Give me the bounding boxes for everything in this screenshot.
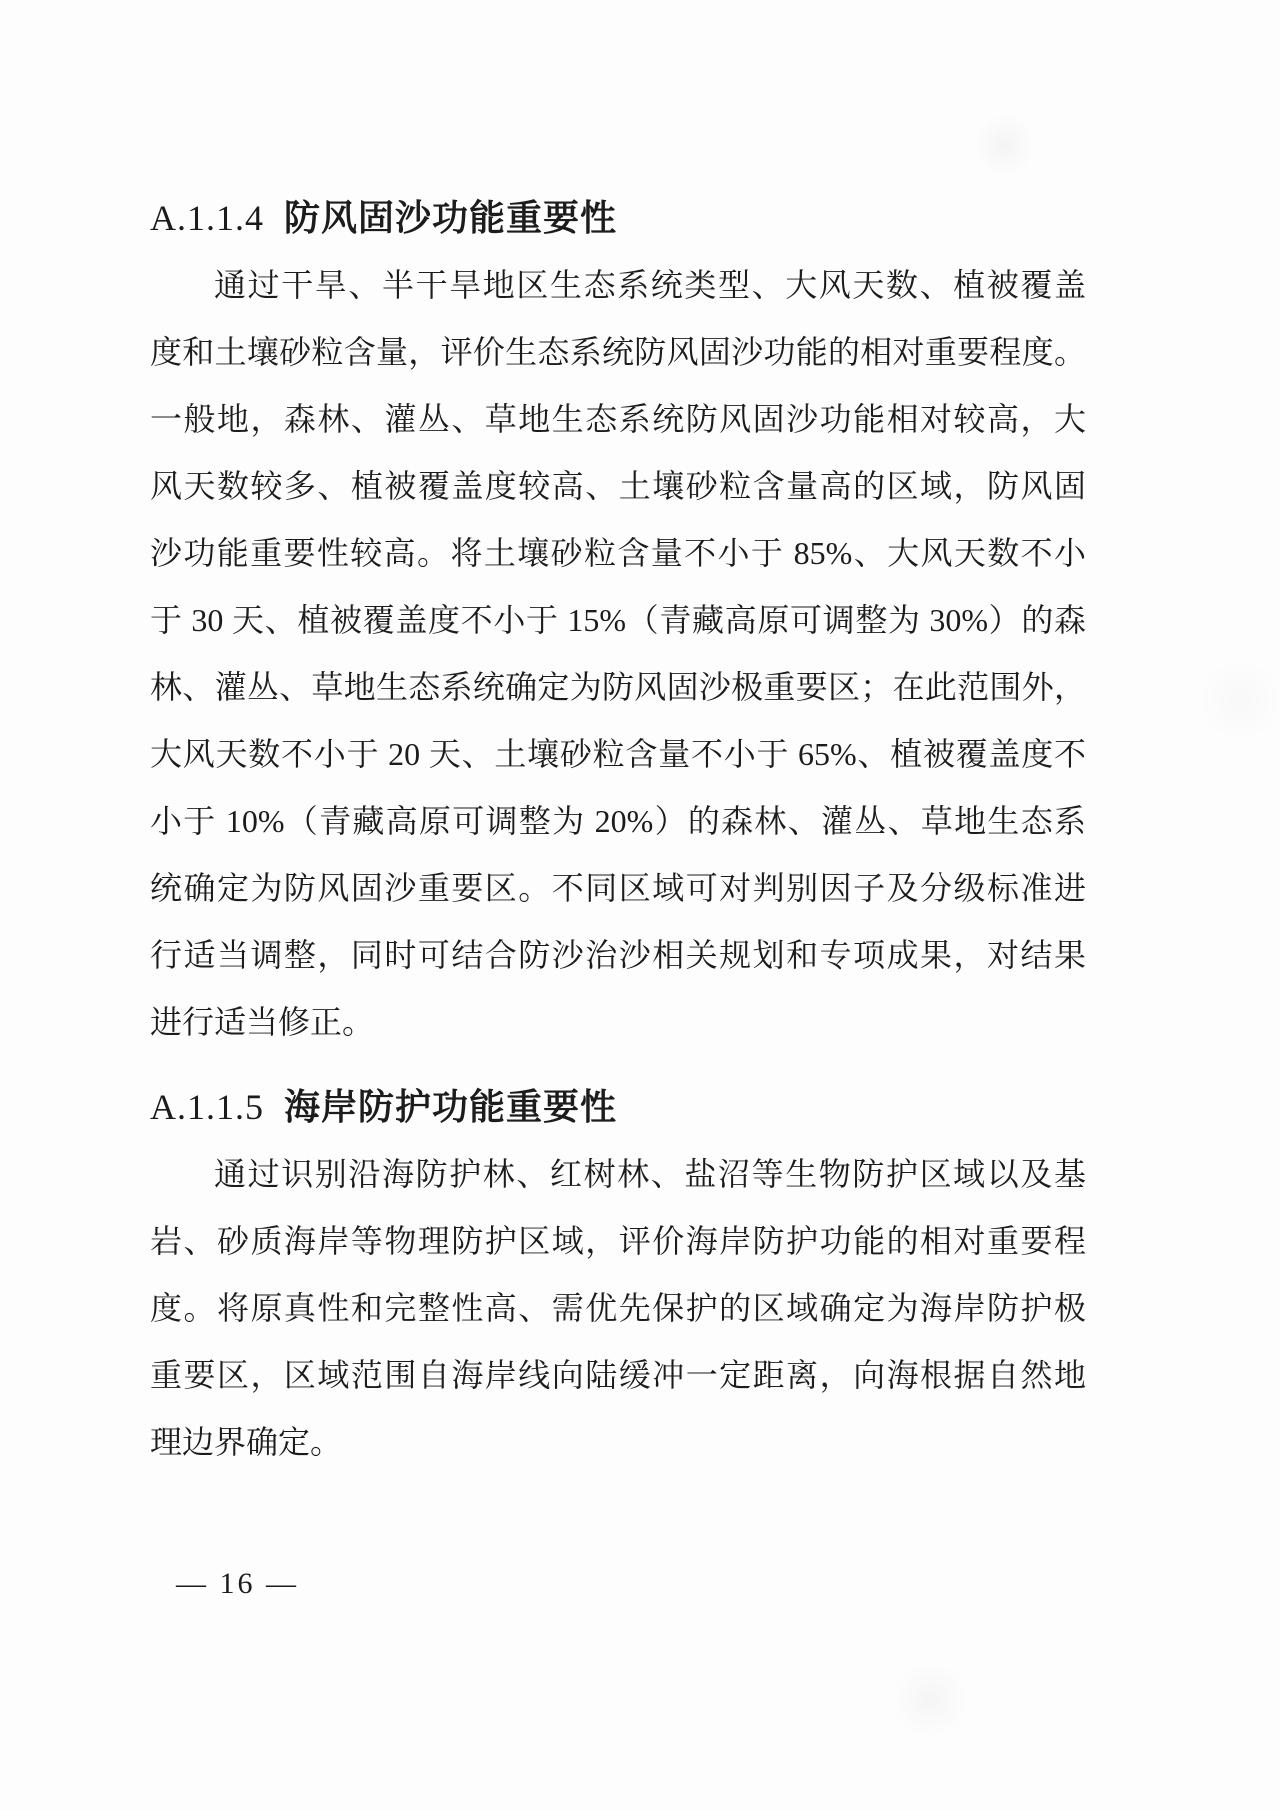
section-title: 海岸防护功能重要性 [284, 1086, 618, 1127]
page-content [150, 184, 1086, 1617]
text-line: 通过识别沿海防护林、红树林、盐沼等生物防护区域以及基 [214, 1156, 1086, 1192]
section-heading-a-1-1-4 [150, 184, 1086, 252]
text-line: 大风天数不小于 20 天、土壤砂粒含量不小于 65%、植被覆盖度不 [150, 736, 1086, 772]
text-line: 风天数较多、植被覆盖度较高、土壤砂粒含量高的区域，防风固 [150, 468, 1086, 504]
text-line: 一般地，森林、灌丛、草地生态系统防风固沙功能相对较高，大 [150, 401, 1086, 437]
text-line: 理边界确定。 [150, 1424, 343, 1460]
text-line: 于 30 天、植被覆盖度不小于 15%（青藏高原可调整为 30%）的森 [150, 602, 1086, 638]
paragraph-windbreak-sand-fixation [150, 252, 1086, 1056]
text-line: 通过干旱、半干旱地区生态系统类型、大风天数、植被覆盖 [214, 267, 1086, 303]
text-line: 林、灌丛、草地生态系统确定为防风固沙极重要区；在此范围外， [150, 669, 1086, 705]
text-line: 度和土壤砂粒含量，评价生态系统防风固沙功能的相对重要程度。 [150, 334, 1086, 370]
section-number: A.1.1.5 [150, 1087, 264, 1127]
text-line: 沙功能重要性较高。将土壤砂粒含量不小于 85%、大风天数不小 [150, 535, 1086, 571]
text-line: 重要区，区域范围自海岸线向陆缓冲一定距离，向海根据自然地 [150, 1357, 1086, 1393]
text-line: 行适当调整，同时可结合防沙治沙相关规划和专项成果，对结果 [150, 937, 1086, 973]
text-line: 岩、砂质海岸等物理防护区域，评价海岸防护功能的相对重要程 [150, 1223, 1086, 1259]
section-number: A.1.1.4 [150, 198, 264, 238]
text-line: 小于 10%（青藏高原可调整为 20%）的森林、灌丛、草地生态系 [150, 803, 1086, 839]
section-heading-a-1-1-5 [150, 1073, 1086, 1141]
text-line: 度。将原真性和完整性高、需优先保护的区域确定为海岸防护极 [150, 1290, 1086, 1326]
paragraph-coastal-protection [150, 1141, 1086, 1476]
text-line: 统确定为防风固沙重要区。不同区域可对判别因子及分级标准进 [150, 870, 1086, 906]
section-title: 防风固沙功能重要性 [284, 197, 618, 238]
text-line: 进行适当修正。 [150, 1004, 375, 1040]
page-number: — 16 — [176, 1567, 299, 1600]
